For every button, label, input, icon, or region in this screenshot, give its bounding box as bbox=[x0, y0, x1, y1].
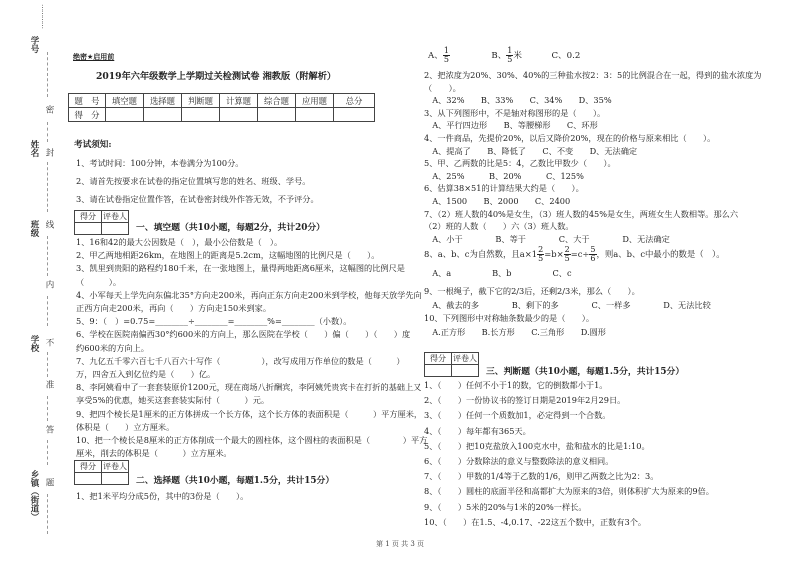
right-question-line: 5、甲、乙两数的比是5：4，乙数比甲数少（ ）。 bbox=[424, 158, 616, 169]
section3-question-line: 6、（ ）分数除法的意义与整数除法的意义相同。 bbox=[424, 456, 614, 466]
margin-cut-ti: 题 bbox=[44, 478, 54, 487]
section1-question-line: 享受5%的优惠，她买这套套装实际付（ ）元。 bbox=[76, 395, 270, 406]
section3-question-line: 2、（ ）一份协议书的签订日期是2019年2月29日。 bbox=[424, 395, 626, 406]
right-question-line: A、25% B、20% C、125% bbox=[424, 170, 584, 181]
q1-option-c: C、0.2 bbox=[551, 51, 581, 61]
notice-title: 考试须知: bbox=[74, 140, 112, 150]
section3-question-line: 3、（ ）任何一个质数加1，必定得到一个合数。 bbox=[424, 410, 611, 421]
margin-cut-nei: 内 bbox=[44, 280, 54, 289]
q1-option-b-label: B、 bbox=[491, 51, 507, 61]
section1-question-line: 约600米的方向上。 bbox=[76, 342, 149, 353]
q1-options: A、 $\frac{1}{5}$ B、 $\frac{1}{5}$ 米 C、0.2 bbox=[428, 46, 581, 64]
section2-question: 1、把1米平均分成5份，其中的3份是（ ）。 bbox=[76, 491, 249, 501]
right-question-line: A、小于 B、等于 C、大于 D、无法确定 bbox=[424, 233, 670, 244]
section3-question-line: 1、（ ）任何不小于1的数，它的倒数都小于1。 bbox=[424, 380, 608, 390]
score-box-label: 评卷人 bbox=[103, 212, 127, 221]
score-header-cell: 题 号 bbox=[69, 94, 106, 108]
right-question-line: A、截去的多 B、剩下的多 C、一样多 D、无法比较 bbox=[424, 299, 711, 310]
right-question-line: A、1500 B、2000 C、2400 bbox=[424, 196, 571, 206]
score-box-label: 得分 bbox=[425, 353, 452, 365]
score-box-cell[interactable] bbox=[75, 473, 102, 485]
margin-banji: 班级 bbox=[29, 220, 39, 237]
q8-line: 8、a、b、c为自然数，且a×1 $\frac{2}{5}$ =b× $\frac{2}{5}$ =c÷ $\frac{5}{6}$ ，则a、b、c中最小的数是（ ）。 bbox=[424, 245, 725, 263]
q8-options: A、a B、b C、c bbox=[424, 268, 572, 278]
margin-cut-zhun: 准 bbox=[44, 380, 54, 389]
margin-cut-xian: 线 bbox=[44, 220, 54, 229]
right-question-line: 4、一件商品，先提价20%，以后又降价20%，现在的价格与原来相比（ ）。 bbox=[424, 133, 716, 143]
score-cell[interactable] bbox=[220, 108, 258, 122]
page-title: 2019年六年级数学上学期过关检测试卷 湘教版（附解析） bbox=[96, 71, 337, 82]
right-question-line: A、提高了 B、降低了 C、不变 D、无法确定 bbox=[424, 145, 638, 156]
score-box-cell[interactable] bbox=[102, 473, 129, 485]
section2-title: 二、选择题（共10小题，每题1.5分，共计15分） bbox=[136, 476, 335, 486]
section2-score-box bbox=[74, 460, 129, 485]
section1-question-line: 4、小军每天上学先向东偏北35°方向走200米，再向正东方向走200米到学校，他每天放学先向 bbox=[76, 289, 422, 300]
q1-option-b-fraction: $\frac{1}{5}$ bbox=[507, 46, 513, 64]
section1-question-line: 7、九亿五千零六百七千八百六十写作（ ），改写成用万作单位的数是（ ） bbox=[76, 355, 405, 366]
section3-score-box bbox=[424, 352, 479, 377]
score-cell[interactable] bbox=[296, 108, 334, 122]
score-cell[interactable] bbox=[182, 108, 220, 122]
right-question-line: 2、把浓度为20%、30%、40%的三种盐水按2：3：5的比例混合在一起，得到的盐水浓度为 bbox=[424, 70, 762, 80]
page-footer: 第 1 页 共 3 页 bbox=[375, 540, 425, 548]
score-header-cell: 判断题 bbox=[182, 94, 220, 108]
secret-label: 绝密★启用前 bbox=[73, 53, 115, 61]
score-header-cell: 计算题 bbox=[220, 94, 258, 108]
score-header-cell: 总分 bbox=[334, 94, 375, 108]
section1-question-line: 体积是（ ）立方厘米。 bbox=[76, 421, 175, 432]
section3-question-line: 4、（ ）每年都有365天。 bbox=[424, 425, 531, 436]
score-header-cell: 综合题 bbox=[258, 94, 296, 108]
margin-xingming: 姓名 bbox=[29, 140, 39, 157]
right-question-line: A.正方形 B.长方形 C.三角形 D.圆形 bbox=[424, 326, 606, 337]
margin-cut-mi: 密 bbox=[44, 105, 54, 114]
right-question-line: 9、一根绳子，截下它的2/3后，还剩2/3米，那么（ ）。 bbox=[424, 286, 640, 296]
margin-xiangzhen: 乡镇（街道） bbox=[29, 470, 39, 521]
notice-item: 3、请在试卷指定位置作答，在试卷密封线外作答无效，不予评分。 bbox=[76, 194, 319, 204]
section1-title: 一、填空题（共10小题，每题2分，共计20分） bbox=[136, 223, 325, 233]
section1-score-box bbox=[74, 210, 129, 235]
binding-margin: ………… 学号 密 姓名 封 班级 线 内 学校 不 准 答 乡镇（街道） 题 bbox=[0, 0, 62, 565]
section3-question-line: 8、（ ）圆柱的底面半径和高都扩大为原来的3倍，则体积扩大为原来的9倍。 bbox=[424, 486, 714, 497]
score-box-label: 评卷人 bbox=[453, 354, 477, 363]
margin-cut-bu: 不 bbox=[44, 338, 54, 347]
section3-title: 三、判断题（共10小题，每题1.5分，共计15分） bbox=[486, 367, 685, 377]
right-question-line: 3、从下列图形中，不是轴对称图形的是（ ）。 bbox=[424, 107, 606, 118]
score-box-label: 评卷人 bbox=[103, 462, 127, 471]
score-box-cell[interactable] bbox=[452, 365, 479, 377]
right-question-line: 6、估算38×51的计算结果大约是（ ）。 bbox=[424, 183, 584, 194]
section3-question-line: 7、（ ）甲数的1/4等于乙数的1/6，则甲乙两数之比为2：3。 bbox=[424, 471, 659, 482]
section1-question-line: 2、甲乙两地相距26km，在地图上的距离是5.2cm，这幅地图的比例尺是（ ）。 bbox=[76, 250, 380, 261]
section3-question-line: 5、（ ）把10克盐放入100克水中，盐和盐水的比是1:10。 bbox=[424, 440, 650, 451]
score-table bbox=[68, 93, 375, 122]
section1-question-line: 5、9：（ ）=0.75=________÷________=________%=________（小数）。 bbox=[76, 316, 352, 327]
section1-question-line: 6、学校在医院南偏西30°约600米的方向上，那么医院在学校（ ）偏（ ）（ ）度 bbox=[76, 329, 411, 340]
margin-xuehao: 学号 bbox=[29, 36, 39, 53]
section3-question-line: 9、（ ）5米的20%与1米的20%一样长。 bbox=[424, 501, 587, 512]
score-header-cell: 选择题 bbox=[144, 94, 182, 108]
score-row-label: 得 分 bbox=[69, 108, 106, 122]
notice-item: 1、考试时间：100分钟，本卷满分为100分。 bbox=[76, 158, 244, 168]
section1-question-line: 10、把一个棱长是8厘米的正方体削成一个最大的圆柱体，这个圆柱的表面积是（ ）平方 bbox=[76, 435, 428, 445]
right-question-line: 7、（2）班人数的40%是女生，（3）班人数的45%是女生，两班女生人数相等。那么六 bbox=[424, 208, 739, 219]
margin-cut-feng: 封 bbox=[44, 148, 54, 157]
section1-question-line: 厘米，削去的体积是（ ）立方厘米。 bbox=[76, 448, 232, 459]
section1-question-line: 9、把四个棱长是1厘米的正方体拼成一个长方体，这个长方体的表面积是（ ）平方厘米， bbox=[76, 408, 423, 419]
score-cell[interactable] bbox=[258, 108, 296, 122]
section1-question-line: 1、16和42的最大公因数是（ ），最小公倍数是（ ）。 bbox=[76, 237, 283, 247]
score-box-label: 得分 bbox=[75, 461, 102, 473]
q1-option-a-fraction: $\frac{1}{5}$ bbox=[443, 46, 449, 64]
margin-xuexiao: 学校 bbox=[29, 335, 39, 352]
score-box-cell[interactable] bbox=[75, 223, 102, 235]
section1-question-line: 万，四舍五入到亿位约是（ ）亿。 bbox=[76, 369, 216, 379]
section1-question-line: 8、李阿姨看中了一套套装原价1200元，现在商场八折酬宾，李阿姨凭贵宾卡在打折的基础上又 bbox=[76, 382, 422, 393]
right-question-line: （2）班的人数（ ）六（3）班人数。 bbox=[424, 221, 574, 232]
score-box-cell[interactable] bbox=[425, 365, 452, 377]
score-header-cell: 填空题 bbox=[106, 94, 144, 108]
margin-cut-da: 答 bbox=[44, 425, 54, 434]
section1-question-line: 正西方向走200米，再向（ ）方向走150米到家。 bbox=[76, 303, 272, 313]
score-box-cell[interactable] bbox=[102, 223, 129, 235]
section1-question-line: （ ）。 bbox=[76, 276, 122, 287]
score-header-cell: 应用题 bbox=[296, 94, 334, 108]
right-question-line: A、平行四边形 B、等腰梯形 C、环形 bbox=[424, 120, 598, 131]
right-question-line: A、32% B、33% C、34% D、35% bbox=[424, 95, 612, 106]
score-cell[interactable] bbox=[106, 108, 144, 122]
right-question-line: （ ）。 bbox=[424, 82, 461, 93]
section3-question-line: 10、（ ）在1.5、-4,0.17、-22这五个数中，正数有3个。 bbox=[424, 516, 647, 527]
notice-item: 2、请首先按要求在试卷的指定位置填写您的姓名、班级、学号。 bbox=[76, 176, 311, 186]
score-cell[interactable] bbox=[144, 108, 182, 122]
section1-question-line: 3、凯里到贵阳的路程约180千米，在一张地图上，量得两地距离6厘米，这幅图的比例尺是 bbox=[76, 263, 405, 274]
score-cell[interactable] bbox=[334, 108, 375, 122]
right-question-line: 10、下列图形中对称轴条数最少的是（ ）。 bbox=[424, 313, 595, 323]
q1-option-a-label: A、 bbox=[428, 51, 443, 61]
score-box-label: 得分 bbox=[75, 211, 102, 223]
